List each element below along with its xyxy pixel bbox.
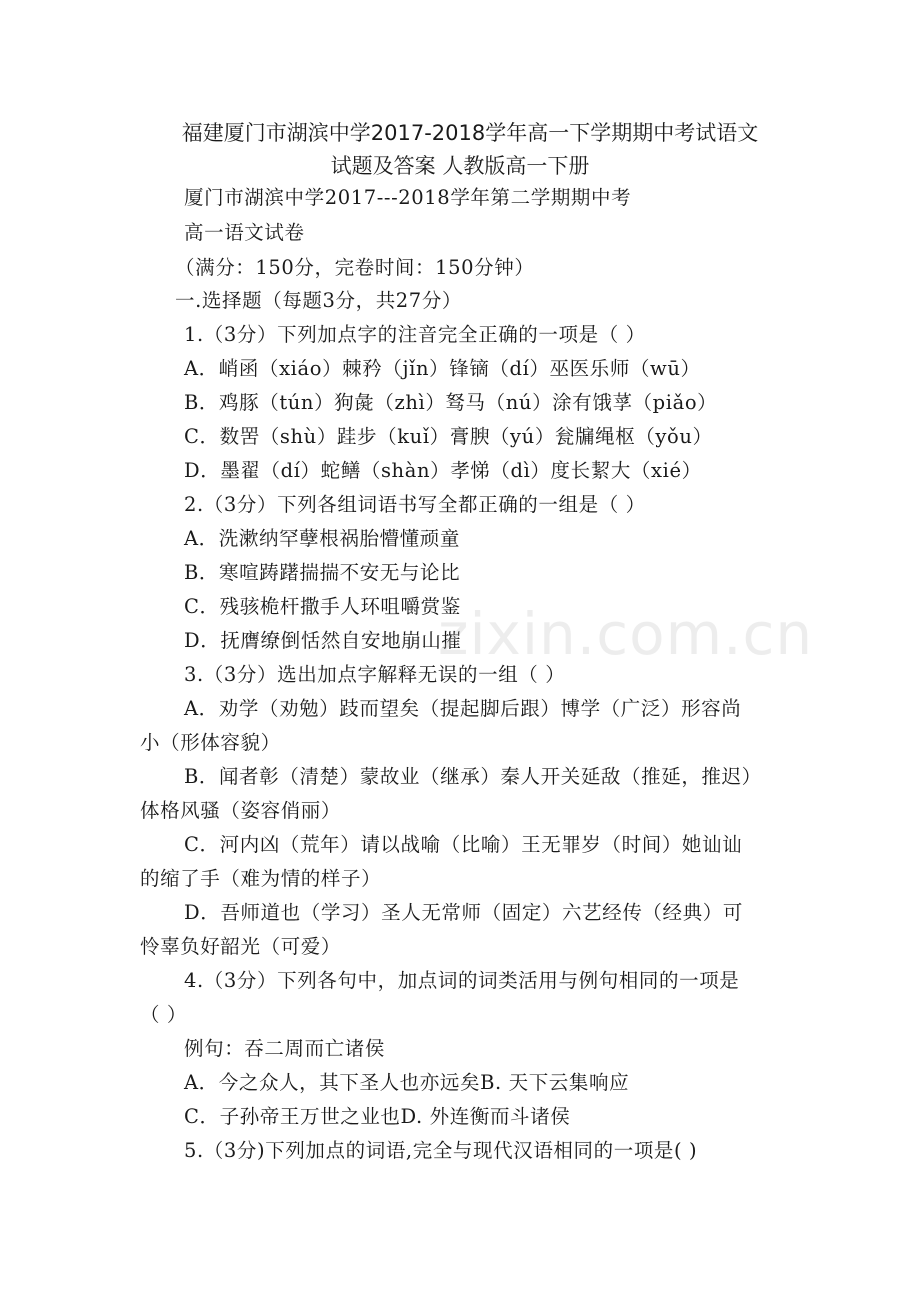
- question-1-option-d: D．墨翟（dí）蛇鳝（shàn）孝悌（dì）度长絜大（xié）: [184, 459, 702, 482]
- question-1-stem: 1.（3分）下列加点字的注音完全正确的一项是（ ）: [184, 323, 646, 346]
- question-3-option-b-line-2: 体格风骚（姿容俏丽）: [140, 799, 342, 822]
- site-watermark: zixin.com.cn: [438, 600, 814, 668]
- question-4-stem-line-1: 4.（3分）下列各句中，加点词的词类活用与例句相同的一项是: [184, 969, 740, 992]
- question-3-option-c-line-1: C．河内凶（荒年）请以战喻（比喻）王无罪岁（时间）她讪讪: [184, 833, 743, 856]
- question-3-option-c-line-2: 的缩了手（难为情的样子）: [140, 867, 382, 890]
- section-heading: 一.选择题（每题3分，共27分）: [175, 289, 463, 312]
- question-3-option-d-line-1: D．吾师道也（学习）圣人无常师（固定）六艺经传（经典）可: [184, 901, 743, 924]
- question-2-stem: 2.（3分）下列各组词语书写全都正确的一组是（ ）: [184, 493, 646, 516]
- document-title-line-1: 福建厦门市湖滨中学2017-2018学年高一下学期期中考试语文: [181, 121, 759, 145]
- question-3-option-a-line-2: 小（形体容貌）: [140, 731, 281, 754]
- question-4-options-ab: A．今之众人，其下圣人也亦远矣B. 天下云集响应: [184, 1071, 630, 1094]
- question-1-option-c: C．数罟（shù）跬步（kuǐ）膏腴（yú）瓮牖绳枢（yǒu）: [184, 425, 713, 448]
- question-5-stem: 5.（3分)下列加点的词语,完全与现代汉语相同的一项是( ): [184, 1139, 698, 1162]
- question-4-example: 例句：吞二周而亡诸侯: [184, 1037, 386, 1060]
- question-4-stem-line-2: （ ）: [140, 1003, 187, 1026]
- question-3-option-d-line-2: 怜辜负好韶光（可爱）: [140, 935, 342, 958]
- question-3-stem: 3.（3分）选出加点字解释无误的一组（ ）: [184, 663, 566, 686]
- question-3-option-b-line-1: B．闻者彰（清楚）蒙故业（继承）秦人开关延敌（推延，推迟）: [184, 765, 762, 788]
- school-header: 厦门市湖滨中学2017---2018学年第二学期期中考: [184, 186, 632, 209]
- question-2-option-b: B．寒喧踌躇揣揣不安无与论比: [184, 561, 461, 584]
- document-title-line-2: 试题及答案 人教版高一下册: [330, 154, 590, 178]
- question-4-options-cd: C．子孙帝王万世之业也D. 外连衡而斗诸侯: [184, 1105, 571, 1128]
- paper-name: 高一语文试卷: [184, 221, 305, 244]
- question-1-option-b: B．鸡豚（tún）狗彘（zhì）驽马（nú）涂有饿莩（piǎo）: [184, 391, 718, 414]
- question-2-option-d: D．抚膺缭倒恬然自安地崩山摧: [184, 629, 462, 652]
- question-1-option-a: A．峭函（xiáo）棘矜（jǐn）锋镝（dí）巫医乐师（wū）: [184, 357, 701, 380]
- question-2-option-a: A．洗漱纳罕孽根祸胎懵懂顽童: [184, 527, 460, 550]
- exam-info: （满分：150分，完卷时间：150分钟）: [175, 256, 535, 279]
- question-3-option-a-line-1: A．劝学（劝勉）跂而望矣（提起脚后跟）博学（广泛）形容尚: [184, 697, 742, 720]
- question-2-option-c: C．残骇桅杆撒手人环咀嚼赏鉴: [184, 595, 461, 618]
